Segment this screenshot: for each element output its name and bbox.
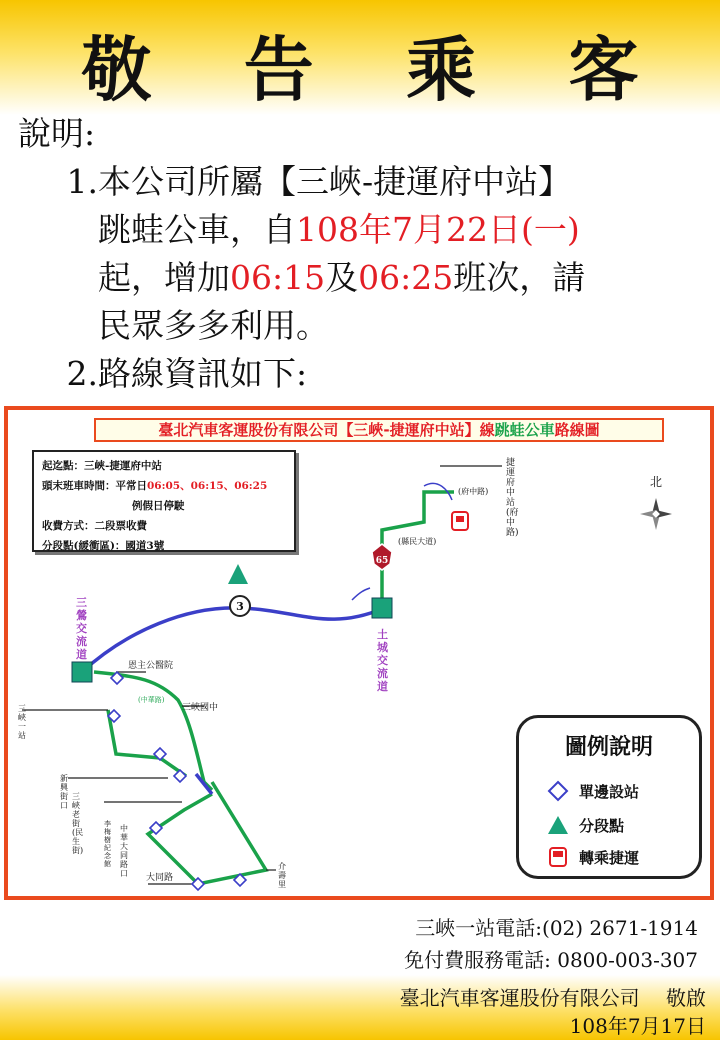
- road-label: (中華路): [138, 696, 165, 704]
- label-sanying: 三鶯交流道: [76, 596, 87, 661]
- road-label: (府中路): [458, 487, 489, 496]
- label-xinxing: 新興街口: [60, 774, 68, 810]
- label-lijin: 李梅樹紀念館: [104, 820, 111, 868]
- road-label: (縣民大道): [398, 537, 437, 546]
- tucheng-interchange: [372, 598, 392, 618]
- label-zhonghua: 中華大同路口: [120, 824, 128, 878]
- item-2-number: 2.: [66, 354, 98, 393]
- legend-stop-label: 單邊設站: [579, 782, 640, 801]
- section-point-marker: [228, 564, 248, 584]
- item-1-line-1: [18, 158, 708, 206]
- direction-arrow-icon: [352, 588, 370, 600]
- label-enzhu: 恩主公醫院: [128, 661, 174, 671]
- new-trip-time-2: 06:25: [358, 258, 454, 297]
- info-fare: 收費方式：二段票收費: [42, 520, 147, 532]
- highway-65-number: 65: [375, 556, 389, 566]
- legend-row-mrt: [547, 846, 639, 868]
- item-1-text: 及: [325, 258, 359, 297]
- notice-heading: 說明:: [18, 114, 96, 153]
- map-title-part: 臺北汽車客運股份有限公司【三峽-捷運府中站】線: [158, 421, 495, 439]
- label-jieshou: 介壽里: [278, 862, 286, 889]
- map-title-highlight: 跳蛙公車: [494, 421, 555, 439]
- legend-row-stop: [547, 780, 639, 802]
- new-trip-time-1: 06:15: [230, 258, 326, 297]
- train-icon: [547, 846, 569, 868]
- info-times-values: 06:05、06:15、06:25: [147, 480, 268, 492]
- map-title: [94, 418, 664, 442]
- legend-section-label: 分段點: [579, 816, 625, 835]
- phone-sanxia: 三峽一站電話:(02) 2671-1914: [415, 916, 698, 940]
- company-signature: 臺北汽車客運股份有限公司 敬啟: [399, 986, 706, 1010]
- item-1-text: 起，增加: [98, 258, 230, 297]
- label-laojie: 三峽老街(民生街): [72, 792, 84, 855]
- item-1-line-3: [18, 254, 708, 302]
- route-info-box: [32, 450, 296, 552]
- notice-date: 108年7月17日: [569, 1014, 706, 1038]
- label-mrt-fuzhong: 捷運府中站(府中路): [506, 458, 519, 538]
- info-endpoints: 起迄點：三峽-捷運府中站: [42, 460, 162, 472]
- diamond-icon: [547, 780, 569, 802]
- info-section: 分段點(緩衝區)：國道3號: [42, 540, 165, 552]
- label-datong: 大同路: [146, 873, 174, 883]
- notice-body: [18, 110, 708, 398]
- highway-3-number: 3: [236, 600, 244, 613]
- item-1-line-2: [18, 206, 708, 254]
- north-label: 北: [650, 475, 663, 489]
- item-1-route-name: 本公司所屬【三峽-捷運府中站】: [98, 162, 572, 201]
- map-legend: [516, 715, 702, 879]
- page-title: 敬 告 乘 客: [81, 29, 673, 111]
- item-2-text: 路線資訊如下:: [98, 354, 308, 393]
- route-map: [4, 406, 714, 900]
- item-1-line-4: 民眾多多利用。: [98, 306, 329, 345]
- legend-row-section: [547, 814, 624, 836]
- item-1-text: 班次，請: [453, 258, 586, 297]
- sanying-interchange: [72, 662, 92, 682]
- info-times-label: 頭末班車時間：平常日: [42, 480, 147, 492]
- legend-mrt-label: 轉乘捷運: [579, 848, 640, 867]
- map-title-part: 路線圖: [554, 421, 600, 439]
- phone-tollfree: 免付費服務電話: 0800-003-307: [404, 948, 698, 972]
- compass-icon: [640, 498, 672, 530]
- mrt-station-icon-window: [456, 516, 464, 522]
- label-sanxia-jh: 三峽國中: [182, 703, 219, 713]
- route-green-local-2: [148, 782, 266, 884]
- stop-laojie: [174, 770, 186, 782]
- info-holiday: 例假日停駛: [132, 500, 185, 512]
- start-date: 108年7月22日(一): [296, 210, 580, 249]
- label-tucheng: 土城交流道: [377, 628, 388, 693]
- item-2: [18, 350, 708, 398]
- route-green-north: [382, 492, 454, 608]
- route-green-local-3: [108, 710, 186, 776]
- info-times: [42, 476, 286, 496]
- item-1-number: 1.: [66, 162, 98, 201]
- item-1-text: 跳蛙公車，自: [98, 210, 296, 249]
- legend-title: 圖例說明: [564, 735, 653, 760]
- label-sanxia-1: 三峽一站: [18, 704, 26, 740]
- triangle-icon: [547, 814, 569, 836]
